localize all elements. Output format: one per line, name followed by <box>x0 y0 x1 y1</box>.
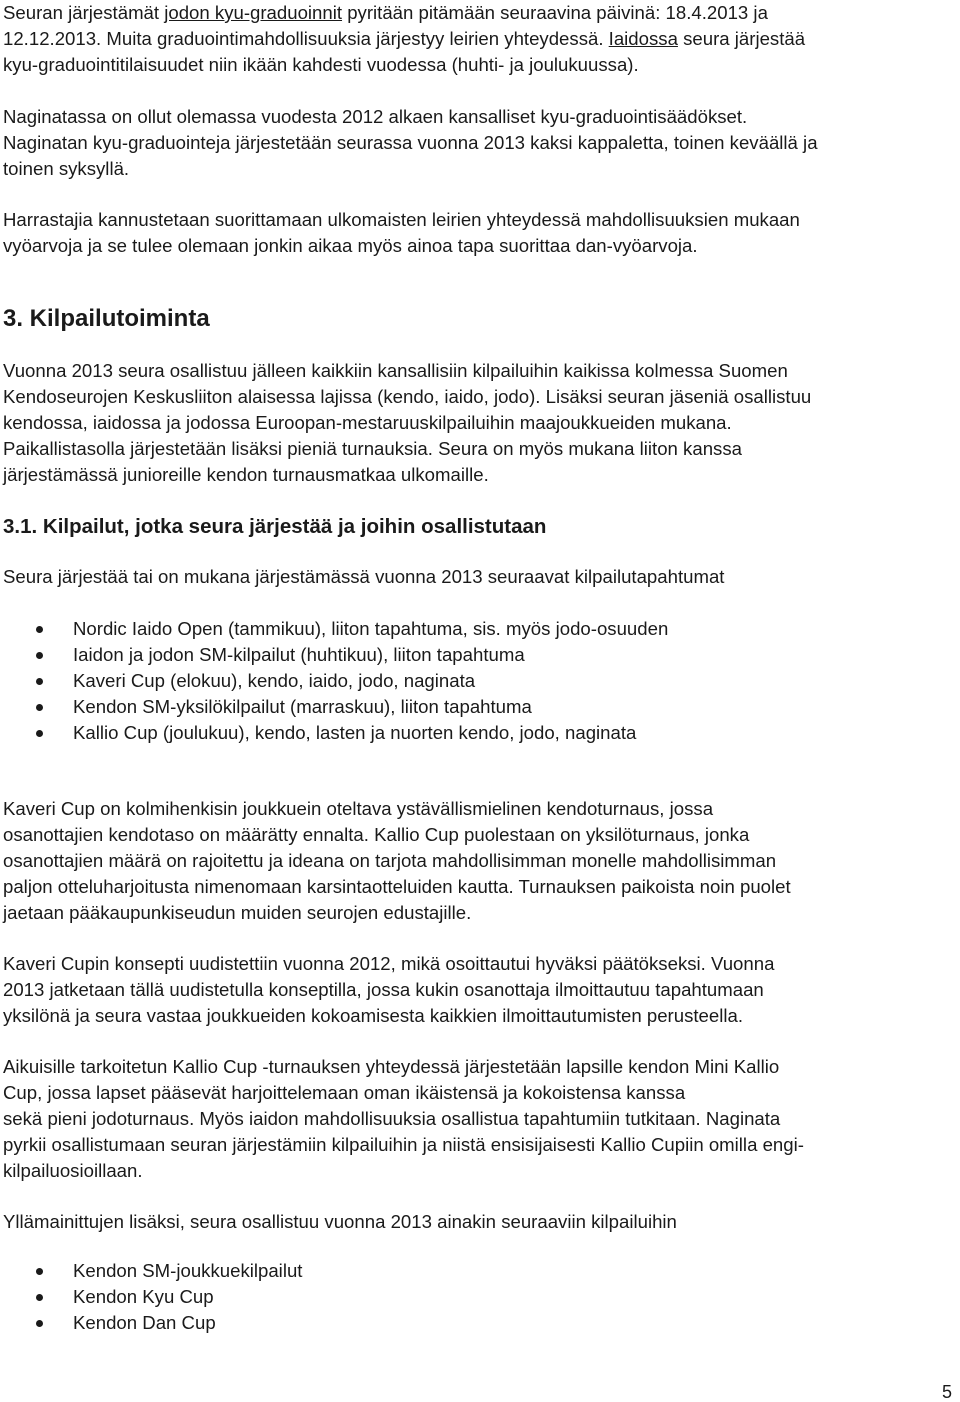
intro-text: seura järjestää <box>677 28 806 49</box>
naginata-line: toinen syksyllä. <box>3 158 130 179</box>
competition-text: Kendon Kyu Cup <box>73 1286 214 1307</box>
konsepti-line: Kaveri Cupin konsepti uudistettiin vuonna 2012, mikä osoittautui hyväksi päätökseksi. Vuonna <box>3 953 775 974</box>
intro-text: Seuran järjestämät <box>3 2 165 23</box>
jodo-graduation-link[interactable]: jodon kyu-graduoinnit <box>164 2 343 23</box>
naginata-paragraph <box>3 104 955 182</box>
competition-text: Kendon SM-joukkuekilpailut <box>73 1260 303 1281</box>
events-list <box>3 616 955 746</box>
list-item <box>3 1284 955 1310</box>
iaido-link[interactable]: Iaidossa <box>608 28 678 49</box>
list-item <box>3 1258 955 1284</box>
list-item <box>3 720 955 746</box>
harrastajia-paragraph <box>3 207 955 259</box>
naginata-line: Naginatassa on ollut olemassa vuodesta 2012 alkaen kansalliset kyu-graduointisäädökset. <box>3 106 748 127</box>
list-item <box>3 616 955 642</box>
event-text: Nordic Iaido Open (tammikuu), liiton tapahtuma, sis. myös jodo-osuuden <box>73 618 669 639</box>
document-page <box>3 0 955 1336</box>
other-competitions-list <box>3 1258 955 1336</box>
bullet-icon <box>36 1320 43 1327</box>
event-text: Kallio Cup (joulukuu), kendo, lasten ja nuorten kendo, jodo, naginata <box>73 722 637 743</box>
aikuisille-line: sekä pieni jodoturnaus. Myös iaidon mahdollisuuksia osallistua tapahtumiin tutkitaan. Naginata <box>3 1108 781 1129</box>
section-3-line: Kendoseurojen Keskusliiton alaisessa lajissa (kendo, iaido, jodo). Lisäksi seuran jäseniä osallistuu <box>3 386 812 407</box>
section-3-line: kendossa, iaidossa ja jodossa Euroopan-mestaruuskilpailuihin maajoukkueiden mukana. <box>3 412 732 433</box>
kaveri-cup-paragraph <box>3 796 955 926</box>
section-3-line: Vuonna 2013 seura osallistuu jälleen kaikkiin kansallisiin kilpailuihin kaikissa kolmessa Suomen <box>3 360 788 381</box>
kaveri-line: Kaveri Cup on kolmihenkisin joukkuein oteltava ystävällismielinen kendoturnaus, jossa <box>3 798 714 819</box>
bullet-icon <box>36 1294 43 1301</box>
intro-paragraph <box>3 0 955 78</box>
bullet-icon <box>36 652 43 659</box>
competition-text: Kendon Dan Cup <box>73 1312 216 1333</box>
aikuisille-line: Cup, jossa lapset pääsevät harjoittelemaan oman ikäistensä ja kokoistensa kanssa <box>3 1082 686 1103</box>
intro-text: pyritään pitämään seuraavina päivinä: 18.4.2013 ja <box>342 2 768 23</box>
konsepti-paragraph <box>3 951 955 1029</box>
aikuisille-paragraph <box>3 1054 955 1184</box>
kaveri-line: osanottajien kendotaso on määrätty ennalta. Kallio Cup puolestaan on yksilöturnaus, jonka <box>3 824 750 845</box>
event-text: Kendon SM-yksilökilpailut (marraskuu), liiton tapahtuma <box>73 696 532 717</box>
kaveri-line: osanottajien määrä on rajoitettu ja ideana on tarjota mahdollisimman monelle mahdollisimman <box>3 850 777 871</box>
bullet-icon <box>36 704 43 711</box>
bullet-icon <box>36 730 43 737</box>
list-item <box>3 668 955 694</box>
konsepti-line: yksilönä ja seura vastaa joukkueiden kokoamisesta kaikkien ilmoittautumisten perusteella. <box>3 1005 744 1026</box>
kaveri-line: paljon otteluharjoitusta nimenomaan karsintaotteluiden kautta. Turnauksen paikoista noin puolet <box>3 876 791 897</box>
section-3-line: Paikallistasolla järjestetään lisäksi pieniä turnauksia. Seura on myös mukana liiton kanssa <box>3 438 742 459</box>
page-number: 5 <box>941 1382 952 1402</box>
konsepti-line: 2013 jatketaan tällä uudistetulla konseptilla, jossa kukin osanottaja ilmoittautuu tapahtumaan <box>3 979 764 1000</box>
harrastajia-line: vyöarvoja ja se tulee olemaan jonkin aikaa myös ainoa tapa suorittaa dan-vyöarvoja. <box>3 235 698 256</box>
bullet-icon <box>36 626 43 633</box>
list-item <box>3 1310 955 1336</box>
section-3-paragraph <box>3 358 955 488</box>
harrastajia-line: Harrastajia kannustetaan suorittamaan ulkomaisten leirien yhteydessä mahdollisuuksien mukaan <box>3 209 800 230</box>
yllamainittujen-paragraph: Yllämainittujen lisäksi, seura osallistuu vuonna 2013 ainakin seuraaviin kilpailuihin <box>3 1211 677 1232</box>
bullet-icon <box>36 1268 43 1275</box>
event-text: Iaidon ja jodon SM-kilpailut (huhtikuu), liiton tapahtuma <box>73 644 525 665</box>
naginata-line: Naginatan kyu-graduointeja järjestetään seurassa vuonna 2013 kaksi kappaletta, toinen keväällä ja <box>3 132 818 153</box>
list-item <box>3 642 955 668</box>
intro-text: 12.12.2013. Muita graduointimahdollisuuksia järjestyy leirien yhteydessä. <box>3 28 609 49</box>
aikuisille-line: pyrkii osallistumaan seuran järjestämiin kilpailuihin ja niistä ensisijaisesti Kallio Cupiin omilla engi- <box>3 1134 804 1155</box>
bullet-icon <box>36 678 43 685</box>
aikuisille-line: Aikuisille tarkoitetun Kallio Cup -turnauksen yhteydessä järjestetään lapsille kendon Mini Kallio <box>3 1056 780 1077</box>
aikuisille-line: kilpailuosioillaan. <box>3 1160 143 1181</box>
list-item <box>3 694 955 720</box>
section-3-1-heading: 3.1. Kilpailut, jotka seura järjestää ja joihin osallistutaan <box>3 515 547 538</box>
section-3-1-intro: Seura järjestää tai on mukana järjestämässä vuonna 2013 seuraavat kilpailutapahtumat <box>3 566 725 587</box>
intro-text: kyu-graduointitilaisuudet niin ikään kahdesti vuodessa (huhti- ja joulukuussa). <box>3 54 639 75</box>
section-3-line: järjestämässä junioreille kendon turnausmatkaa ulkomaille. <box>3 464 489 485</box>
section-3-heading: 3. Kilpailutoiminta <box>3 305 210 332</box>
event-text: Kaveri Cup (elokuu), kendo, iaido, jodo, naginata <box>73 670 476 691</box>
kaveri-line: jaetaan pääkaupunkiseudun muiden seurojen edustajille. <box>3 902 472 923</box>
